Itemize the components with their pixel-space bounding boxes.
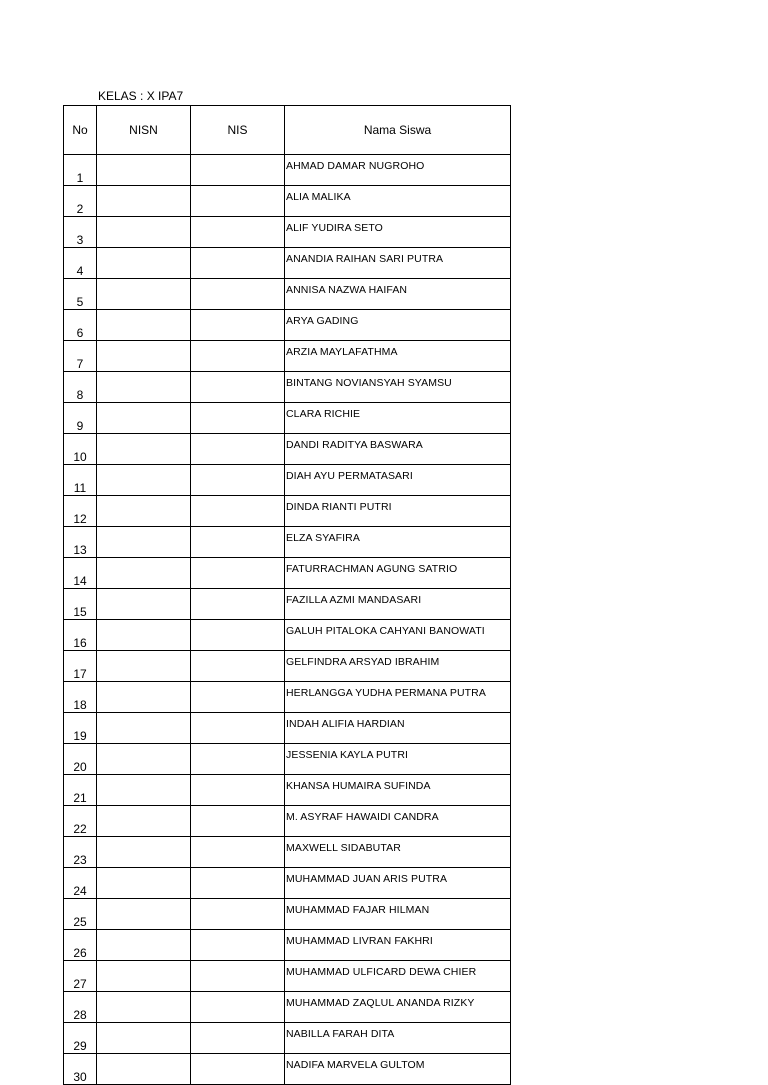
row-number-cell: 14 <box>64 558 97 589</box>
table-row <box>64 527 511 558</box>
table-row <box>64 217 511 248</box>
nis-cell <box>191 527 285 558</box>
nis-cell <box>191 279 285 310</box>
row-number-cell: 25 <box>64 899 97 930</box>
nisn-cell <box>97 465 191 496</box>
nis-cell <box>191 713 285 744</box>
table-row <box>64 1054 511 1085</box>
nis-cell <box>191 992 285 1023</box>
student-name-cell: NADIFA MARVELA GULTOM <box>285 1054 511 1085</box>
nisn-cell <box>97 310 191 341</box>
nisn-cell <box>97 248 191 279</box>
row-number-cell: 4 <box>64 248 97 279</box>
nisn-cell <box>97 992 191 1023</box>
student-name-cell: ELZA SYAFIRA <box>285 527 511 558</box>
student-name-cell: DANDI RADITYA BASWARA <box>285 434 511 465</box>
nisn-cell <box>97 868 191 899</box>
row-number-cell: 7 <box>64 341 97 372</box>
nisn-cell <box>97 527 191 558</box>
nis-cell <box>191 899 285 930</box>
row-number-cell: 11 <box>64 465 97 496</box>
student-name-cell: KHANSA HUMAIRA SUFINDA <box>285 775 511 806</box>
nis-cell <box>191 341 285 372</box>
table-row <box>64 930 511 961</box>
row-number-cell: 13 <box>64 527 97 558</box>
student-name-cell: ALIF YUDIRA SETO <box>285 217 511 248</box>
nis-cell <box>191 155 285 186</box>
table-row <box>64 310 511 341</box>
student-name-cell: FATURRACHMAN AGUNG SATRIO <box>285 558 511 589</box>
row-number-cell: 1 <box>64 155 97 186</box>
row-number-cell: 21 <box>64 775 97 806</box>
nis-cell <box>191 682 285 713</box>
row-number-cell: 19 <box>64 713 97 744</box>
nisn-cell <box>97 155 191 186</box>
student-name-cell: GELFINDRA ARSYAD IBRAHIM <box>285 651 511 682</box>
table-body <box>64 155 511 1085</box>
row-number-cell: 26 <box>64 930 97 961</box>
nisn-cell <box>97 558 191 589</box>
nis-cell <box>191 1023 285 1054</box>
nis-cell <box>191 868 285 899</box>
table-row <box>64 992 511 1023</box>
row-number-cell: 18 <box>64 682 97 713</box>
nis-cell <box>191 744 285 775</box>
nisn-cell <box>97 620 191 651</box>
nisn-cell <box>97 682 191 713</box>
nisn-cell <box>97 806 191 837</box>
nis-cell <box>191 961 285 992</box>
table-row <box>64 465 511 496</box>
student-name-cell: NABILLA FARAH DITA <box>285 1023 511 1054</box>
table-row <box>64 558 511 589</box>
student-name-cell: ARYA GADING <box>285 310 511 341</box>
nisn-cell <box>97 930 191 961</box>
row-number-cell: 10 <box>64 434 97 465</box>
table-row <box>64 744 511 775</box>
table-row <box>64 155 511 186</box>
row-number-cell: 27 <box>64 961 97 992</box>
table-row <box>64 651 511 682</box>
student-name-cell: MUHAMMAD ULFICARD DEWA CHIER <box>285 961 511 992</box>
nis-cell <box>191 434 285 465</box>
nis-cell <box>191 806 285 837</box>
table-row <box>64 186 511 217</box>
nisn-cell <box>97 186 191 217</box>
nisn-cell <box>97 651 191 682</box>
table-row <box>64 248 511 279</box>
row-number-cell: 2 <box>64 186 97 217</box>
nis-cell <box>191 837 285 868</box>
nisn-cell <box>97 775 191 806</box>
row-number-cell: 9 <box>64 403 97 434</box>
nisn-cell <box>97 279 191 310</box>
row-number-cell: 20 <box>64 744 97 775</box>
table-row <box>64 806 511 837</box>
nisn-cell <box>97 1054 191 1085</box>
nis-cell <box>191 465 285 496</box>
nis-cell <box>191 248 285 279</box>
header-nisn: NISN <box>97 106 191 155</box>
header-row <box>64 106 511 155</box>
nisn-cell <box>97 496 191 527</box>
student-name-cell: ANANDIA RAIHAN SARI PUTRA <box>285 248 511 279</box>
nis-cell <box>191 620 285 651</box>
row-number-cell: 3 <box>64 217 97 248</box>
nisn-cell <box>97 372 191 403</box>
row-number-cell: 28 <box>64 992 97 1023</box>
row-number-cell: 17 <box>64 651 97 682</box>
student-name-cell: MAXWELL SIDABUTAR <box>285 837 511 868</box>
table-header <box>64 106 511 155</box>
table-row <box>64 899 511 930</box>
table-row <box>64 868 511 899</box>
row-number-cell: 24 <box>64 868 97 899</box>
nis-cell <box>191 1054 285 1085</box>
student-name-cell: ALIA MALIKA <box>285 186 511 217</box>
nis-cell <box>191 775 285 806</box>
nis-cell <box>191 217 285 248</box>
table-row <box>64 496 511 527</box>
student-name-cell: AHMAD DAMAR NUGROHO <box>285 155 511 186</box>
nisn-cell <box>97 434 191 465</box>
nisn-cell <box>97 403 191 434</box>
table-row <box>64 620 511 651</box>
table-row <box>64 775 511 806</box>
table-row <box>64 682 511 713</box>
student-name-cell: M. ASYRAF HAWAIDI CANDRA <box>285 806 511 837</box>
row-number-cell: 8 <box>64 372 97 403</box>
nis-cell <box>191 651 285 682</box>
header-student-name: Nama Siswa <box>285 106 511 155</box>
class-label: KELAS : X IPA7 <box>98 89 184 103</box>
student-roster-table <box>63 105 511 1085</box>
nisn-cell <box>97 899 191 930</box>
header-nis: NIS <box>191 106 285 155</box>
student-name-cell: MUHAMMAD ZAQLUL ANANDA RIZKY <box>285 992 511 1023</box>
header-no: No <box>64 106 97 155</box>
student-name-cell: DINDA RIANTI PUTRI <box>285 496 511 527</box>
table-row <box>64 372 511 403</box>
student-name-cell: ARZIA MAYLAFATHMA <box>285 341 511 372</box>
student-name-cell: BINTANG NOVIANSYAH SYAMSU <box>285 372 511 403</box>
student-name-cell: DIAH AYU PERMATASARI <box>285 465 511 496</box>
table-row <box>64 713 511 744</box>
student-name-cell: MUHAMMAD FAJAR HILMAN <box>285 899 511 930</box>
row-number-cell: 22 <box>64 806 97 837</box>
nisn-cell <box>97 341 191 372</box>
table-row <box>64 403 511 434</box>
nis-cell <box>191 186 285 217</box>
row-number-cell: 16 <box>64 620 97 651</box>
table-row <box>64 837 511 868</box>
nisn-cell <box>97 1023 191 1054</box>
table-row <box>64 341 511 372</box>
row-number-cell: 12 <box>64 496 97 527</box>
student-name-cell: HERLANGGA YUDHA PERMANA PUTRA <box>285 682 511 713</box>
student-name-cell: ANNISA NAZWA HAIFAN <box>285 279 511 310</box>
nisn-cell <box>97 217 191 248</box>
student-name-cell: MUHAMMAD LIVRAN FAKHRI <box>285 930 511 961</box>
table-row <box>64 279 511 310</box>
student-name-cell: FAZILLA AZMI MANDASARI <box>285 589 511 620</box>
nisn-cell <box>97 961 191 992</box>
nisn-cell <box>97 837 191 868</box>
student-name-cell: CLARA RICHIE <box>285 403 511 434</box>
table-row <box>64 961 511 992</box>
student-name-cell: INDAH ALIFIA HARDIAN <box>285 713 511 744</box>
student-name-cell: JESSENIA KAYLA PUTRI <box>285 744 511 775</box>
nis-cell <box>191 558 285 589</box>
nis-cell <box>191 403 285 434</box>
row-number-cell: 30 <box>64 1054 97 1085</box>
nis-cell <box>191 589 285 620</box>
table-row <box>64 589 511 620</box>
row-number-cell: 15 <box>64 589 97 620</box>
row-number-cell: 5 <box>64 279 97 310</box>
nisn-cell <box>97 744 191 775</box>
nis-cell <box>191 496 285 527</box>
table-row <box>64 1023 511 1054</box>
table-row <box>64 434 511 465</box>
student-name-cell: MUHAMMAD JUAN ARIS PUTRA <box>285 868 511 899</box>
nis-cell <box>191 930 285 961</box>
nisn-cell <box>97 713 191 744</box>
row-number-cell: 6 <box>64 310 97 341</box>
student-name-cell: GALUH PITALOKA CAHYANI BANOWATI <box>285 620 511 651</box>
row-number-cell: 23 <box>64 837 97 868</box>
nisn-cell <box>97 589 191 620</box>
nis-cell <box>191 310 285 341</box>
row-number-cell: 29 <box>64 1023 97 1054</box>
nis-cell <box>191 372 285 403</box>
